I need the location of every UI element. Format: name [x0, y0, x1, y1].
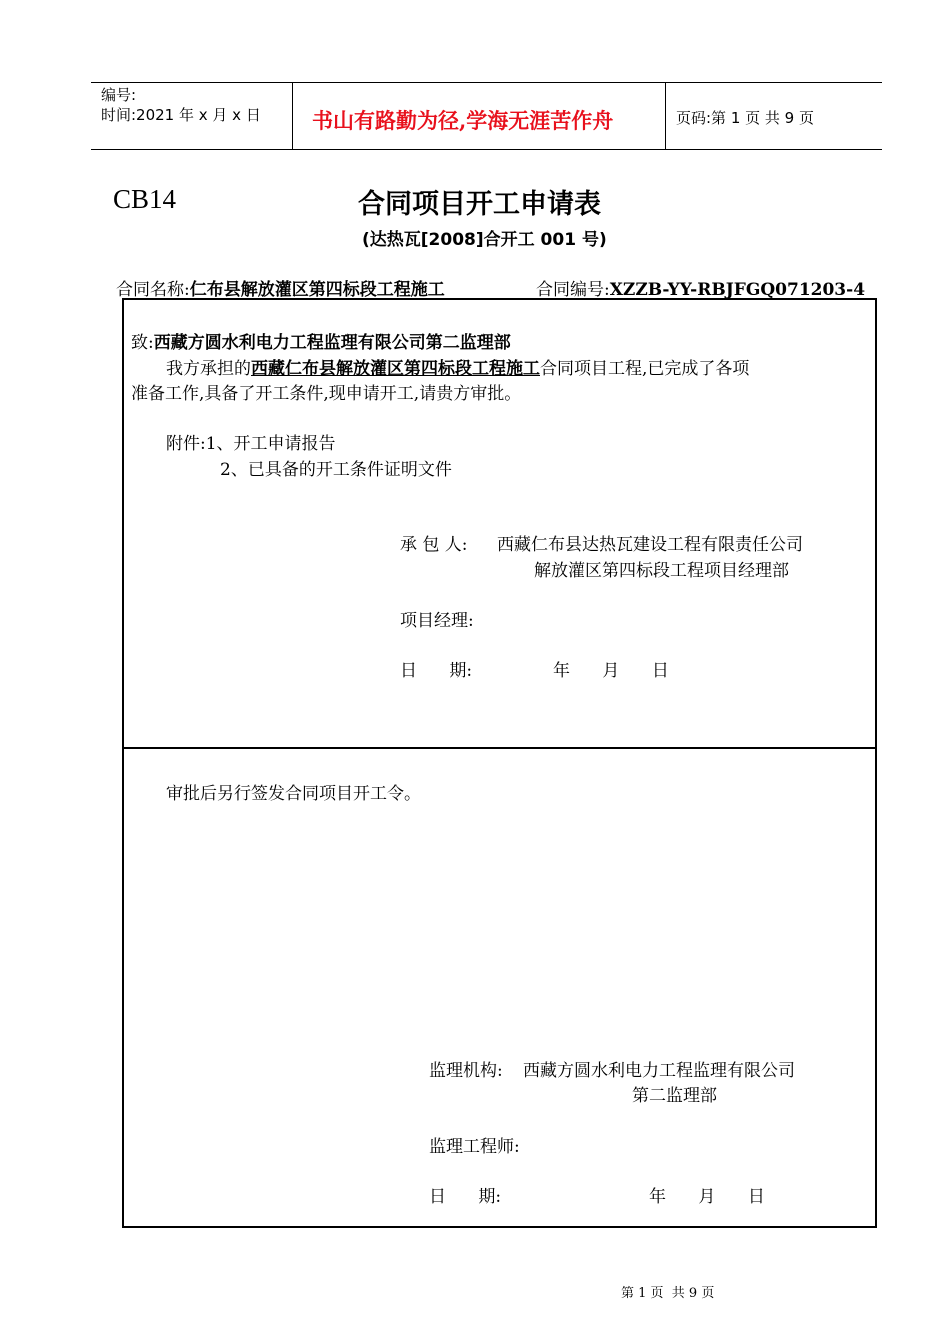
header-divider-right [665, 82, 666, 149]
contract-info-line [116, 275, 445, 300]
motto: 书山有路勤为径,学海无涯苦作舟 [312, 108, 614, 133]
form-section-divider [122, 747, 877, 749]
supervisor-org-label: 监理机构: [429, 1061, 503, 1081]
header-top-rule [91, 82, 882, 83]
contractor-label: 承 包 人: [400, 535, 468, 555]
application-date-fields: 年 月 日 [553, 661, 669, 681]
header-bottom-rule [91, 149, 882, 150]
supervisor-org-line2: 第二监理部 [632, 1086, 717, 1106]
application-body-line2: 准备工作,具备了开工条件,现申请开工,请贵方审批。 [131, 384, 522, 404]
supervising-engineer-label: 监理工程师: [429, 1137, 520, 1157]
contractor-name-line1: 西藏仁布县达热瓦建设工程有限责任公司 [497, 535, 803, 555]
body-suffix: 合同项目工程,已完成了各项 [540, 359, 750, 379]
addressee-label: 致: [131, 333, 154, 353]
attachment-1: 附件:1、开工申请报告 [166, 434, 336, 454]
approval-date-label: 日 期: [429, 1187, 502, 1207]
form-code: CB14 [113, 184, 177, 214]
application-body-line1 [166, 354, 749, 379]
application-date-label: 日 期: [400, 661, 473, 681]
time-label: 时间:2021 年 x 月 x 日 [101, 106, 261, 124]
supervisor-org-line1: 西藏方圆水利电力工程监理有限公司 [523, 1061, 795, 1081]
approval-date-fields: 年 月 日 [649, 1187, 765, 1207]
body-project-name: 西藏仁布县解放灌区第四标段工程施工 [251, 359, 540, 379]
contract-no-label: 合同编号: [536, 280, 610, 300]
body-prefix: 我方承担的 [166, 359, 251, 379]
contract-no-line [536, 275, 865, 300]
addressee-line [131, 328, 511, 353]
page-footer: 第 1 页 共 9 页 [621, 1286, 715, 1301]
header-divider-left [292, 82, 293, 149]
addressee-value: 西藏方圆水利电力工程监理有限公司第二监理部 [153, 333, 511, 353]
approval-note: 审批后另行签发合同项目开工令。 [166, 784, 421, 804]
page-indicator: 页码:第 1 页 共 9 页 [676, 109, 814, 127]
attachment-2: 2、已具备的开工条件证明文件 [220, 460, 452, 480]
contractor-name-line2: 解放灌区第四标段工程项目经理部 [534, 561, 789, 581]
page-title: 合同项目开工申请表 [358, 189, 601, 220]
project-manager-label: 项目经理: [400, 611, 474, 631]
contract-name-label: 合同名称: [116, 280, 190, 300]
contract-name-value: 仁布县解放灌区第四标段工程施工 [189, 280, 445, 300]
serial-label: 编号: [101, 86, 137, 104]
document-number: (达热瓦[2008]合开工 001 号) [362, 230, 607, 250]
contract-no-value: XZZB-YY-RBJFGQ071203-4 [609, 280, 866, 300]
